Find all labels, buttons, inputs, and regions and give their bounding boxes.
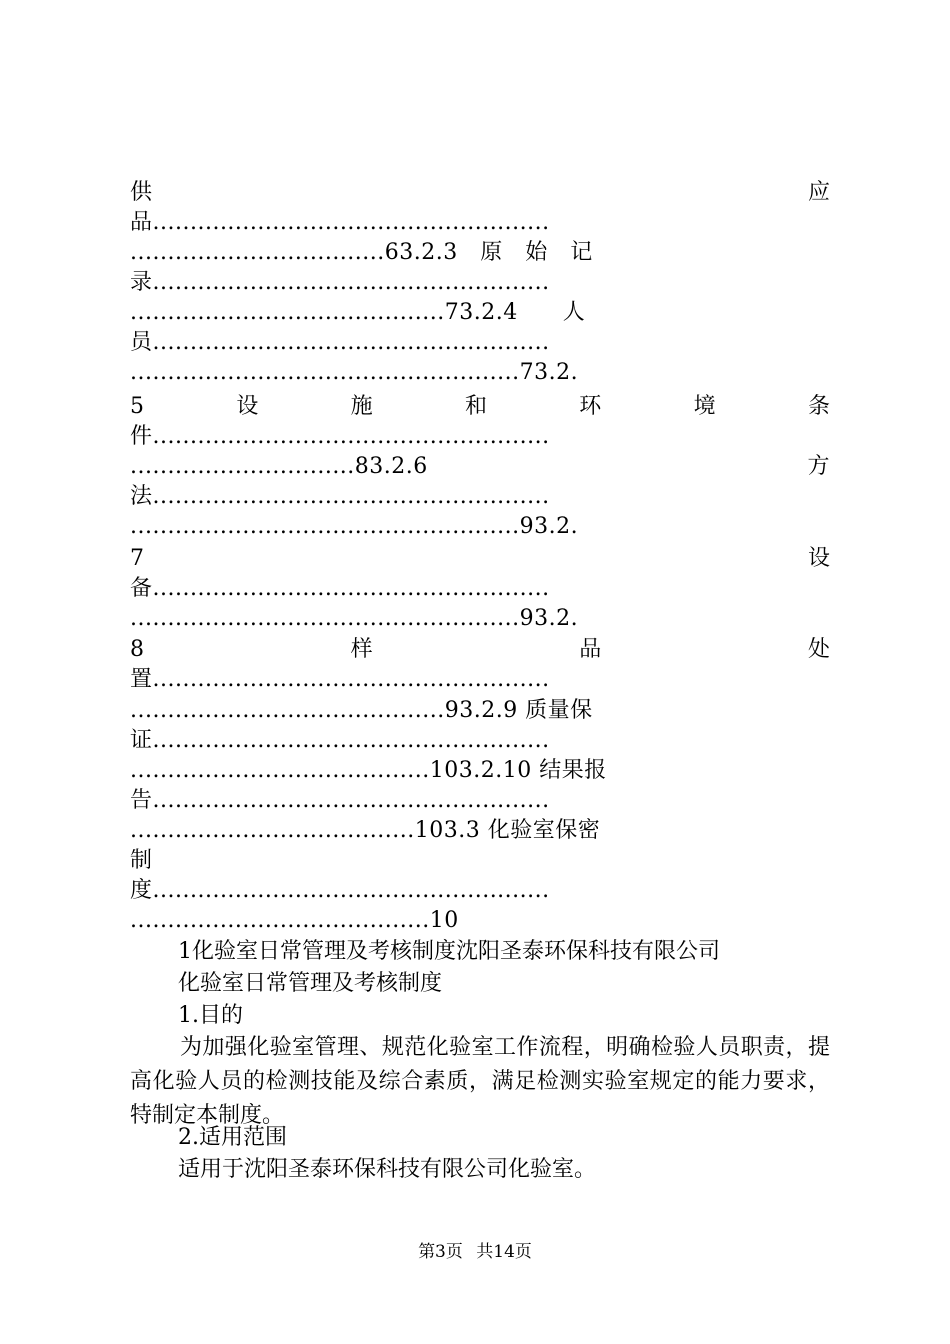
- toc-line: [130, 298, 830, 328]
- toc-text: 品: [579, 637, 602, 662]
- toc-text: ..................................63.2.3 原 始 记: [130, 240, 593, 265]
- toc-text: ......................................103.3 化验室保密: [130, 818, 601, 843]
- toc-line: [130, 268, 830, 298]
- toc-line: [130, 696, 830, 726]
- toc-line: [130, 178, 830, 208]
- toc-text: ....................................................93.2.: [130, 606, 579, 631]
- toc-text: ..............................83.2.6: [130, 454, 428, 479]
- toc-line: [130, 574, 830, 604]
- toc-text: 条: [807, 394, 830, 419]
- section-paragraph: 为加强化验室管理、规范化验室工作流程，明确检验人员职责，提高化验人员的检测技能及综合素质，满足检测实验室规定的能力要求，特制定本制度。: [130, 1035, 830, 1128]
- toc-text: 法.....................................................: [130, 484, 550, 509]
- toc-text: ........................................10: [130, 908, 459, 933]
- toc-text: 7: [130, 546, 144, 571]
- toc-line: [130, 328, 830, 358]
- toc-text: ....................................................73.2.: [130, 360, 579, 385]
- toc-line: [130, 358, 830, 388]
- toc-text: 件.....................................................: [130, 424, 550, 449]
- toc-text: 制: [130, 848, 153, 873]
- page-footer: [0, 1240, 950, 1264]
- toc-line: [130, 604, 830, 634]
- toc-text: 设: [807, 546, 830, 571]
- toc-text: ..........................................93.2.9 质量保: [130, 698, 593, 723]
- toc-text: 员.....................................................: [130, 330, 550, 355]
- toc-line: [130, 452, 830, 482]
- toc-text: 设: [236, 394, 259, 419]
- toc-line: [130, 392, 830, 422]
- toc-line: [130, 512, 830, 542]
- toc-line: [130, 635, 830, 665]
- toc-line: [130, 544, 830, 574]
- toc-line: [130, 422, 830, 452]
- document-title: 化验室日常管理及考核制度: [178, 971, 443, 996]
- toc-text: ....................................................93.2.: [130, 514, 579, 539]
- toc-text: 录.....................................................: [130, 270, 550, 295]
- page-total: 共14页: [476, 1242, 532, 1262]
- toc-text: 8: [130, 637, 144, 662]
- section-title: 2.适用范围: [178, 1125, 287, 1150]
- toc-text: 证.....................................................: [130, 728, 550, 753]
- toc-line: [130, 876, 830, 906]
- toc-line: [130, 786, 830, 816]
- toc-text: 和: [464, 394, 487, 419]
- toc-line: [130, 906, 830, 936]
- toc-text: 环: [579, 394, 602, 419]
- toc-line: [130, 482, 830, 512]
- section-title: 1.目的: [178, 1003, 243, 1028]
- toc-text: 告.....................................................: [130, 788, 550, 813]
- toc-line: [130, 846, 830, 876]
- toc-text: ..........................................73.2.4 人: [130, 300, 586, 325]
- toc-line: [130, 726, 830, 756]
- page-number: 第3页: [418, 1242, 463, 1262]
- document-heading: 1化验室日常管理及考核制度沈阳圣泰环保科技有限公司: [178, 939, 720, 964]
- toc-text: ........................................103.2.10 结果报: [130, 758, 607, 783]
- toc-text: 度.....................................................: [130, 878, 550, 903]
- toc-text: 处: [807, 637, 830, 662]
- toc-text: 境: [693, 394, 716, 419]
- toc-text: 5: [130, 394, 144, 419]
- toc-text: 供: [130, 180, 153, 205]
- toc-text: 备.....................................................: [130, 576, 550, 601]
- toc-line: [130, 238, 830, 268]
- section-paragraph: 适用于沈阳圣泰环保科技有限公司化验室。: [178, 1157, 597, 1182]
- toc-text: 方: [807, 454, 830, 479]
- toc-text: 应: [807, 180, 830, 205]
- toc-text: 品.....................................................: [130, 210, 550, 235]
- toc-line: [130, 756, 830, 786]
- toc-text: 置.....................................................: [130, 667, 550, 692]
- toc-line: [130, 816, 830, 846]
- toc-text: 样: [350, 637, 373, 662]
- toc-text: 施: [350, 394, 373, 419]
- toc-line: [130, 665, 830, 695]
- toc-line: [130, 208, 830, 238]
